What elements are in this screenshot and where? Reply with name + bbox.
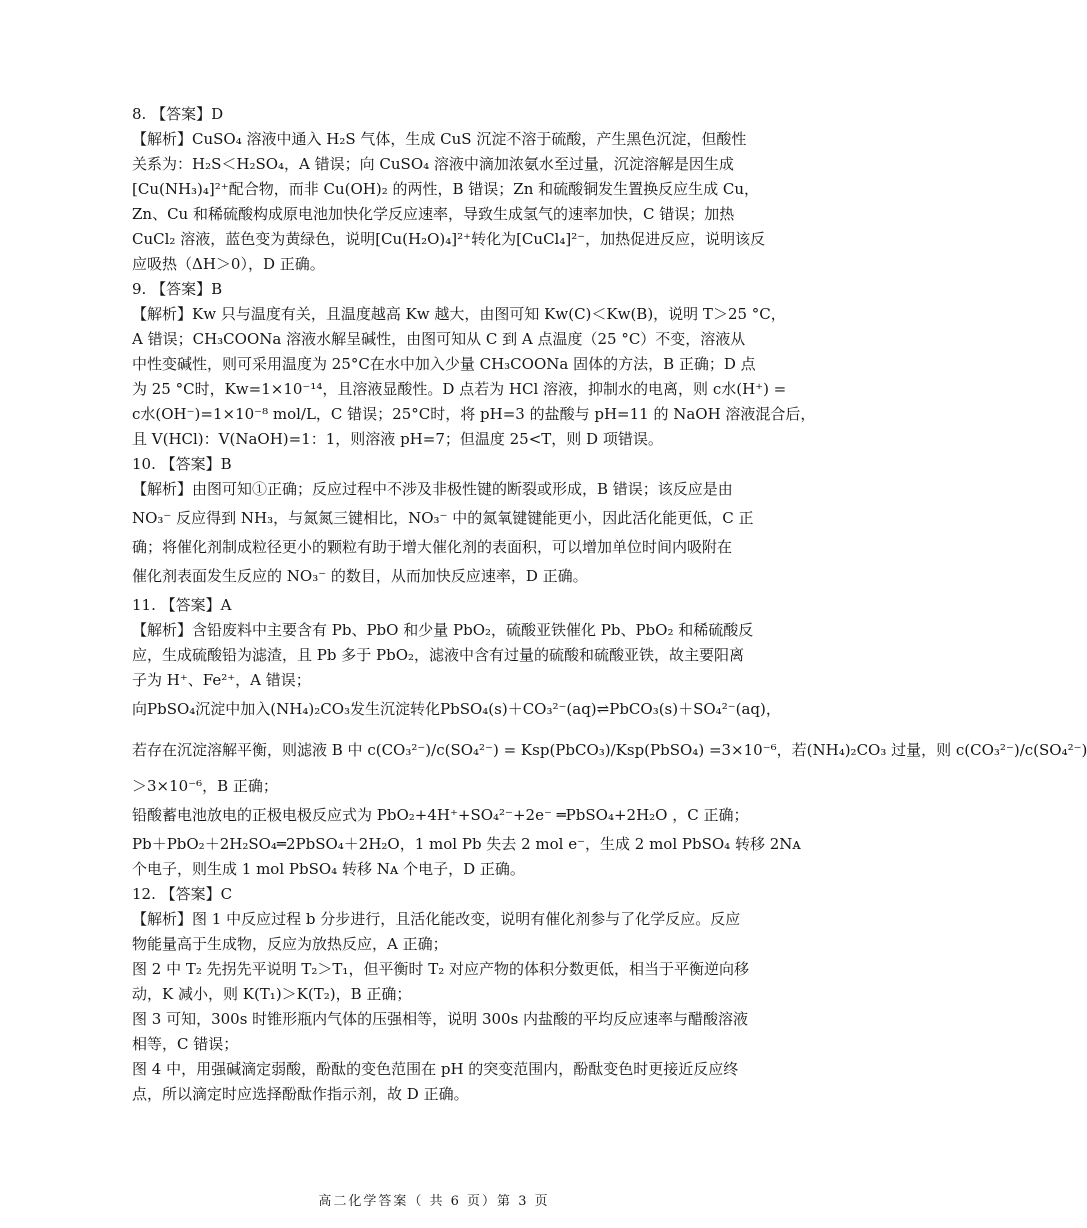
answer-heading-11: 11. 【答案】A bbox=[132, 596, 232, 614]
text-line: 子为 H⁺、Fe²⁺，A 错误； bbox=[132, 671, 311, 689]
text-line: 催化剂表面发生反应的 NO₃⁻ 的数目，从而加快反应速率，D 正确。 bbox=[132, 567, 588, 585]
text-line: 【解析】Kw 只与温度有关，且温度越高 Kw 越大，由图可知 Kw(C)＜Kw(B)，说明 T＞25 °C， bbox=[132, 305, 786, 323]
text-line: NO₃⁻ 反应得到 NH₃，与氮氮三键相比，NO₃⁻ 中的氮氧键键能更小，因此活化能更低，C 正 bbox=[132, 509, 754, 527]
text-line: 确；将催化剂制成粒径更小的颗粒有助于增大催化剂的表面积，可以增加单位时间内吸附在 bbox=[132, 538, 733, 556]
text-line: 向PbSO₄沉淀中加入(NH₄)₂CO₃发生沉淀转化PbSO₄(s)＋CO₃²⁻(aq)⇌PbCO₃(s)＋SO₄²⁻(aq)， bbox=[132, 700, 781, 718]
answer-heading-10: 10. 【答案】B bbox=[132, 455, 232, 473]
text-line: 图 3 可知，300s 时锥形瓶内气体的压强相等，说明 300s 内盐酸的平均反应速率与醋酸溶液 bbox=[132, 1010, 749, 1028]
text-line: c水(OH⁻)=1×10⁻⁸ mol/L，C 错误；25°C时，将 pH=3 的盐酸与 pH=11 的 NaOH 溶液混合后， bbox=[132, 405, 816, 423]
text-line: 物能量高于生成物，反应为放热反应，A 正确； bbox=[132, 935, 448, 953]
answer-heading-12: 12. 【答案】C bbox=[132, 885, 233, 903]
text-line: 【解析】含铅废料中主要含有 Pb、PbO 和少量 PbO₂，硫酸亚铁催化 Pb、PbO₂ 和稀硫酸反 bbox=[132, 621, 754, 639]
text-line: 点，所以滴定时应选择酚酞作指示剂，故 D 正确。 bbox=[132, 1085, 469, 1103]
text-line: 图 2 中 T₂ 先拐先平说明 T₂＞T₁，但平衡时 T₂ 对应产物的体积分数更低，相当于平衡逆向移 bbox=[132, 960, 749, 978]
answer-heading-9: 9. 【答案】B bbox=[132, 280, 223, 298]
text-line: CuCl₂ 溶液，蓝色变为黄绿色，说明[Cu(H₂O)₄]²⁺转化为[CuCl₄]²⁻，加热促进反应，说明该反 bbox=[132, 230, 766, 248]
text-line: 应吸热（ΔH＞0），D 正确。 bbox=[132, 255, 325, 273]
page-footer: 高二化学答案（ 共 6 页）第 3 页 bbox=[318, 1194, 550, 1209]
text-line: 应，生成硫酸铅为滤渣，且 Pb 多于 PbO₂，滤液中含有过量的硫酸和硫酸亚铁，故主要阳离 bbox=[132, 646, 745, 664]
text-line: Pb＋PbO₂＋2H₂SO₄═2PbSO₄＋2H₂O，1 mol Pb 失去 2 mol e⁻，生成 2 mol PbSO₄ 转移 2Nᴀ bbox=[132, 835, 801, 853]
fraction-line: 若存在沉淀溶解平衡，则滤液 B 中 c(CO₃²⁻)/c(SO₄²⁻) = Ksp(PbCO₃)/Ksp(PbSO₄) =3×10⁻⁶，若(NH₄)₂CO₃ 过量，则 c(CO₃²⁻)/c(SO₄²⁻) bbox=[132, 741, 1087, 759]
text-line: 中性变碱性，则可采用温度为 25°C在水中加入少量 CH₃COONa 固体的方法，B 正确；D 点 bbox=[132, 355, 756, 373]
text-line: 【解析】CuSO₄ 溶液中通入 H₂S 气体，生成 CuS 沉淀不溶于硫酸，产生黑色沉淀，但酸性 bbox=[132, 130, 747, 148]
text-line: 图 4 中，用强碱滴定弱酸，酚酞的变色范围在 pH 的突变范围内，酚酞变色时更接近反应终 bbox=[132, 1060, 739, 1078]
text-line: ＞3×10⁻⁶，B 正确； bbox=[132, 777, 278, 795]
answer-body bbox=[132, 102, 1087, 1107]
text-line: 相等，C 错误； bbox=[132, 1035, 239, 1053]
text-line: 【解析】图 1 中反应过程 b 分步进行，且活化能改变，说明有催化剂参与了化学反应。反应 bbox=[132, 910, 741, 928]
text-line: [Cu(NH₃)₄]²⁺配合物，而非 Cu(OH)₂ 的两性，B 错误；Zn 和硫酸铜发生置换反应生成 Cu， bbox=[132, 180, 760, 198]
text-line: 【解析】由图可知①正确；反应过程中不涉及非极性键的断裂或形成，B 错误；该反应是由 bbox=[132, 480, 733, 498]
text-line: 关系为：H₂S＜H₂SO₄，A 错误；向 CuSO₄ 溶液中滴加浓氨水至过量，沉淀溶解是因生成 bbox=[132, 155, 734, 173]
answer-heading-8: 8. 【答案】D bbox=[132, 105, 224, 123]
text-line: 为 25 °C时，Kw=1×10⁻¹⁴，且溶液显酸性。D 点若为 HCl 溶液，抑制水的电离，则 c水(H⁺) = bbox=[132, 380, 787, 398]
text-line: Zn、Cu 和稀硫酸构成原电池加快化学反应速率，导致生成氢气的速率加快，C 错误；加热 bbox=[132, 205, 735, 223]
text-line: 动，K 减小，则 K(T₁)＞K(T₂)，B 正确； bbox=[132, 985, 412, 1003]
text-line: 个电子，则生成 1 mol PbSO₄ 转移 Nᴀ 个电子，D 正确。 bbox=[132, 860, 525, 878]
text-line: 铅酸蓄电池放电的正极电极反应式为 PbO₂+4H⁺+SO₄²⁻+2e⁻ ═PbSO₄+2H₂O ，C 正确； bbox=[132, 806, 749, 824]
text-line: A 错误；CH₃COONa 溶液水解呈碱性，由图可知从 C 到 A 点温度（25 °C）不变，溶液从 bbox=[132, 330, 746, 348]
text-line: 且 V(HCl)：V(NaOH)=1：1，则溶液 pH=7；但温度 25<T，则 D 项错误。 bbox=[132, 430, 663, 448]
